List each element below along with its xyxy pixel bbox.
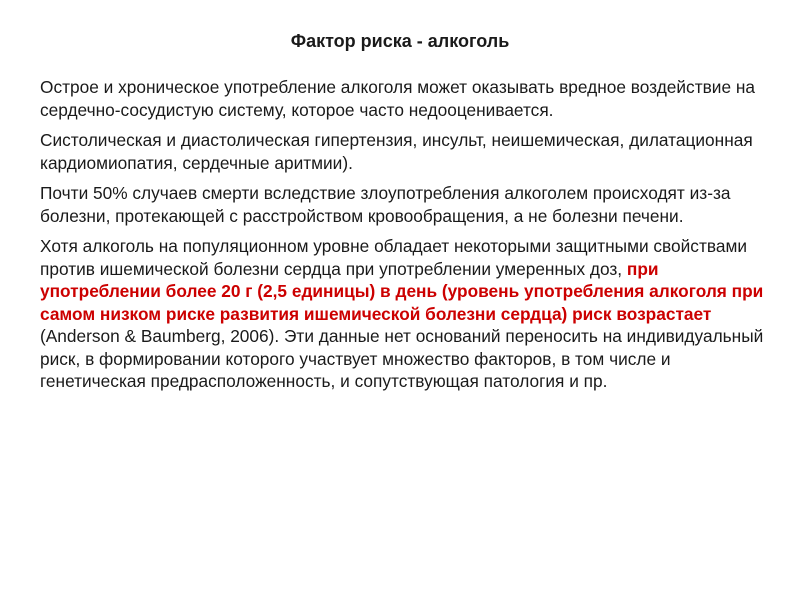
paragraph-protective-lead: Хотя алкоголь на популяционном уровне обладает некоторыми защитными свойствами против ишемической болезни сердца при употреблении умеренных доз, <box>40 236 747 279</box>
paragraph-protective-tail: (Anderson & Baumberg, 2006). Эти данные нет оснований переносить на индивидуальный риск, в формировании которого участвует множество факторов, в том числе и генетическая предрасположенность, и сопутствующая патология и пр. <box>40 326 764 391</box>
paragraph-acute-chronic-use: Острое и хроническое употребление алкоголя может оказывать вредное воздействие на сердечно-сосудистую систему, которое часто недооценивается. <box>40 77 756 120</box>
paragraph-mortality: Почти 50% случаев смерти вследствие злоупотребления алкоголем происходят из-за болезни, протекающей с расстройством кровообращения, а не болезни печени. <box>40 183 731 226</box>
slide-title: Фактор риска - алкоголь <box>290 31 510 51</box>
risk-threshold-highlight: при употреблении более 20 г (2,5 единицы) в день (уровень употребления алкоголя при самом низком риске развития ишемической болезни сердца) риск возрастает <box>40 258 764 324</box>
paragraph-conditions: Систолическая и диастолическая гипертензия, инсульт, неишемическая, дилатационная кардиомиопатия, сердечные аритмии). <box>40 130 753 173</box>
slide-body <box>40 76 770 401</box>
paragraph-protective-effect <box>40 235 770 393</box>
